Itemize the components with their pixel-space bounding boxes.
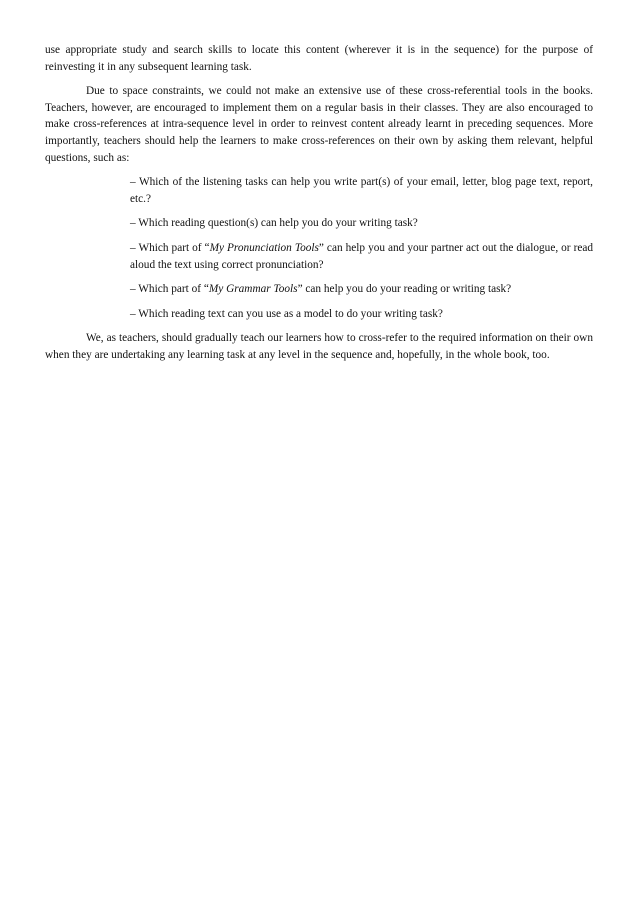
paragraph-conclusion: We, as teachers, should gradually teach our learners how to cross-refer to the required information on their own when they are undertaking any learning task at any level in the sequence and, hopefully, in the whole book, too. <box>45 332 593 361</box>
question-reading-text-model: – Which reading text can you use as a model to do your writing task? <box>130 307 443 320</box>
question-text-end: ” can help you do your reading or writing task? <box>297 283 512 296</box>
document-page <box>45 42 593 372</box>
question-text-start: – Which part of “ <box>130 241 210 254</box>
paragraph-intro-continuation: use appropriate study and search skills to locate this content (wherever it is in the sequence) for the purpose of reinvesting it in any subsequent learning task. <box>45 44 593 73</box>
grammar-tools-title: My Grammar Tools <box>208 283 298 296</box>
question-text-start: – Which part of “ <box>130 283 209 296</box>
pronunciation-tools-title: My Pronunciation Tools <box>209 241 319 254</box>
question-grammar-tools <box>130 281 593 298</box>
question-pronunciation-tools <box>130 240 593 273</box>
question-reading-questions: – Which reading question(s) can help you do your writing task? <box>130 217 418 230</box>
question-text-end: ” can help you and your partner act out the dialogue, or read aloud the text using correct pronunciation? <box>130 241 594 271</box>
paragraph-cross-references: Due to space constraints, we could not make an extensive use of these cross-referential tools in the books. Teachers, however, are encouraged to implement them on a regular basis in their classes. They are also encouraged to make cross-references at intra-sequence level in order to reinvest content already learnt in preceding sequences. More importantly, teachers should help the learners to make cross-references on their own by asking them relevant, helpful questions, such as: <box>45 85 593 164</box>
question-listening-tasks: – Which of the listening tasks can help you write part(s) of your email, letter, blog page text, report, etc.? <box>130 176 593 205</box>
question-list <box>130 174 593 322</box>
